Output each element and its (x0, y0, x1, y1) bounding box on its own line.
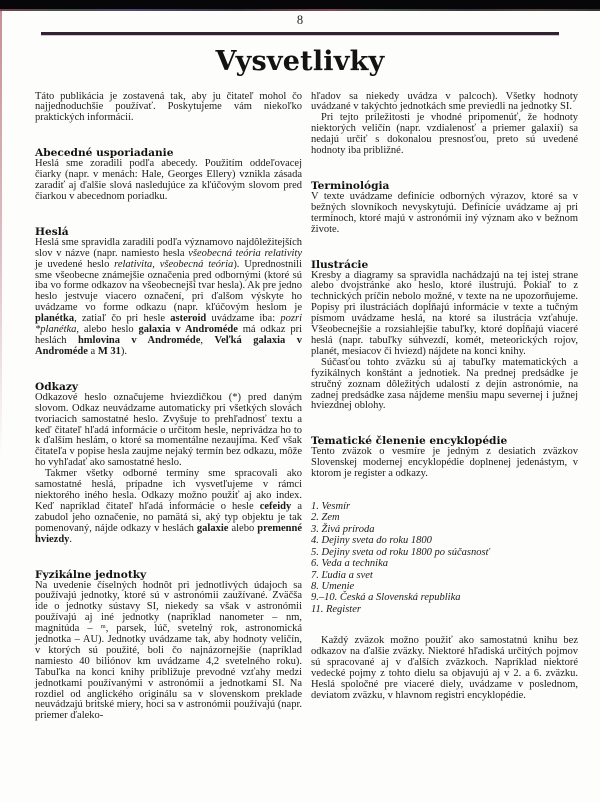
text-columns (0, 79, 600, 723)
scan-edge-top (0, 0, 600, 9)
paragraph: V texte uvádzame definície odborných výrazov, ktoré sa v bežných slovníkoch nevyskytujú. Definície uvádzame aj pri termínoch, ktoré majú v astronómii iný význam ako v bežnom živote. (311, 190, 578, 235)
paragraph: Každý zväzok možno použiť ako samostatnú knihu bez odkazov na ďalšie zväzky. Niektoré hľadiská určitých pojmov sú spracované aj v ďalších zväzkoch. Napríklad niektoré vedecké pojmy z tohto dielu sa objavujú aj v 2. a 6. zväzku. Heslá spoločné pre viaceré diely, uvádzame v poslednom, deviatom zväzku, v hlavnom registri encyklopédie. (311, 635, 578, 701)
section-heading: Terminológia (311, 179, 390, 192)
column-left (35, 92, 302, 723)
scan-edge-left (0, 11, 2, 456)
scan-edge-top-fringe (0, 9, 600, 11)
page-title: Vysvetlivky (215, 45, 385, 77)
volume-list (311, 501, 578, 615)
paragraph: Pri tejto príležitosti je vhodné pripomenúť, že hodnoty niektorých veličín (napr. vzdialenosť a priemer galaxií) sa nedajú určiť s dokonalou presnosťou, preto sú uvedené hodnoty iba približné. (311, 112, 578, 157)
section-heading: Abecedné usporiadanie (35, 147, 174, 160)
paragraph: Táto publikácia je zostavená tak, aby ju čitateľ mohol čo najjednoduchšie používať. Poskytujeme vám niekoľko praktických informácií. (35, 90, 302, 124)
paragraph: Heslá sme zoradili podľa abecedy. Použitím oddeľovacej čiarky (napr. v menách: Hale, Georges Ellery) vznikla zásada zaradiť aj ďalšie slová nasledujúce za kľúčovým slovom pred čiarkou v abecednom poriadku. (35, 158, 302, 202)
volume-list-item: 6. Veda a technika (311, 558, 388, 570)
volume-list-item: 1. Vesmír (311, 501, 351, 513)
paragraph: Tento zväzok o vesmíre je jedným z desiatich zväzkov Slovenskej modernej encyklopédie doplnenej jedenástym, v ktorom je register a odkazy. (311, 446, 578, 480)
volume-list-item: 3. Živá príroda (311, 523, 375, 535)
paragraph: Kresby a diagramy sa spravidla nachádzajú na tej istej strane alebo dvojstránke ako heslo, ktoré ilustrujú. Pokiaľ to z technických príčin nebolo možné, v texte na ne upozorňujeme. Popisy pri ilustráciách dopĺňajú informácie v texte a tučným písmom uvádzame heslá, na ktoré sa ilustrácia vzťahuje. Všeobecnejšie a rozsiahlejšie tabuľky, ktoré dopĺňajú viaceré heslá (napr. tabuľky súhvezdí, komét, meteorických rojov, planét, mesiacov či hviezd) nájdete na konci knihy. (311, 269, 578, 357)
page-header (0, 0, 600, 79)
section-heading: Heslá (35, 225, 69, 238)
paragraph: Takmer všetky odborné termíny sme spracovali ako samostatné heslá, prípadne ich vysvetľujeme v rámci niektorého iného hesla. Odkazy možno použiť aj ako index. Keď napríklad čitateľ hľadá informácie o hesle cefeidy a zabudol jeho označenie, no pamätá si, aký typ objektu je tak pomenovaný, nájde odkazy v heslách galaxie alebo premenné hviezdy. (35, 468, 302, 545)
volume-list-item: 2. Zem (311, 512, 340, 524)
paragraph: Odkazové heslo označujeme hviezdičkou (*) pred daným slovom. Odkaz neuvádzame automaticky pri všetkých slovách tvoriacich samostatné heslo. Zvyšuje to prehľadnosť textu a keď čitateľ hľadá informácie o určitom hesle, neprivádza ho to k ďalším heslám, o ktoré sa momentálne nezaujíma. Keď však čitateľa v popise hesla zaujme nejaký termín bez odkazu, môže ho vyhľadať ako samostatné heslo. (35, 391, 302, 469)
volume-list-item: 8. Umenie (311, 580, 355, 592)
section-heading: Tematické členenie encyklopédie (311, 435, 508, 448)
volume-list-item: 11. Register (311, 603, 361, 615)
section-heading: Fyzikálne jednotky (35, 568, 147, 581)
paragraph: Heslá sme spravidla zaradili podľa významovo najdôležitejších slov v názve (napr. namiesto hesla všeobecná teória relativity je uvedené heslo relativita, všeobecná teória). Uprednostnili sme všeobecne známejšie označenia pred odbornými (ktoré sú iba vo forme odkazov na všeobecnejší tvar hesla). Ak pre jedno heslo jestvuje viacero označení, pri ďalšom výskyte ho uvádzame vo forme odkazu (napr. kľúčovým heslom je planétka, zatiaľ čo pri hesle asteroid uvádzame iba: pozri *planétka, alebo heslo galaxia v Androméde má odkaz pri heslách hmlovina v Androméde, Veľká galaxia v Androméde a M 31). (35, 236, 302, 357)
volume-list-item: 7. Ľudia a svet (311, 569, 373, 581)
paragraph: hľadov sa niekedy uvádza v palcoch). Všetky hodnoty uvádzané v takýchto jednotkách sme previedli na jednotky SI. (311, 90, 578, 113)
paragraph: Súčasťou tohto zväzku sú aj tabuľky matematických a fyzikálnych konštánt a jednotiek. Na prednej predsádke je stručný zoznam dôležitých udalostí z dejín astronómie, na zadnej predsádke zasa nájdeme menšiu mapu severnej i južnej hviezdnej oblohy. (311, 356, 578, 412)
paragraph: Na uvedenie číselných hodnôt pri jednotlivých údajoch sa používajú jednotky, ktoré sú v astronómii zaužívané. Zväčša ide o jednotky sústavy SI, niekedy sa však v astronómii používajú aj iné jednotky (napríklad nanometer – nm, magnitúda – ᵐ, parsek, lúč, svetelný rok, astronomická jednotka – AU). Jednotky uvádzame tak, aby hodnoty veličín, v ktorých sú použité, boli čo najnázornejšie (napríklad namiesto 40 biliónov km uvádzame 4,2 svetelného roku). Tabuľka na konci knihy približuje prevodné vzťahy medzi jednotkami používanými v astronómii a jednotkami SI. Na rozdiel od anglického originálu sa v slovenskom preklade neuvádzajú britské miery, hoci sa v astronómii používajú (napr. priemer ďaleko- (35, 579, 302, 722)
header-rule (41, 32, 559, 35)
section-heading: Odkazy (35, 380, 79, 393)
volume-list-item: 9.–10. Česká a Slovenská republika (311, 592, 461, 604)
volume-list-item: 5. Dejiny sveta od roku 1800 po súčasnosť (311, 546, 490, 558)
page-number: 8 (296, 13, 304, 27)
section-heading: Ilustrácie (311, 258, 369, 271)
volume-list-item: 4. Dejiny sveta do roku 1800 (311, 535, 432, 547)
column-right (311, 92, 578, 723)
